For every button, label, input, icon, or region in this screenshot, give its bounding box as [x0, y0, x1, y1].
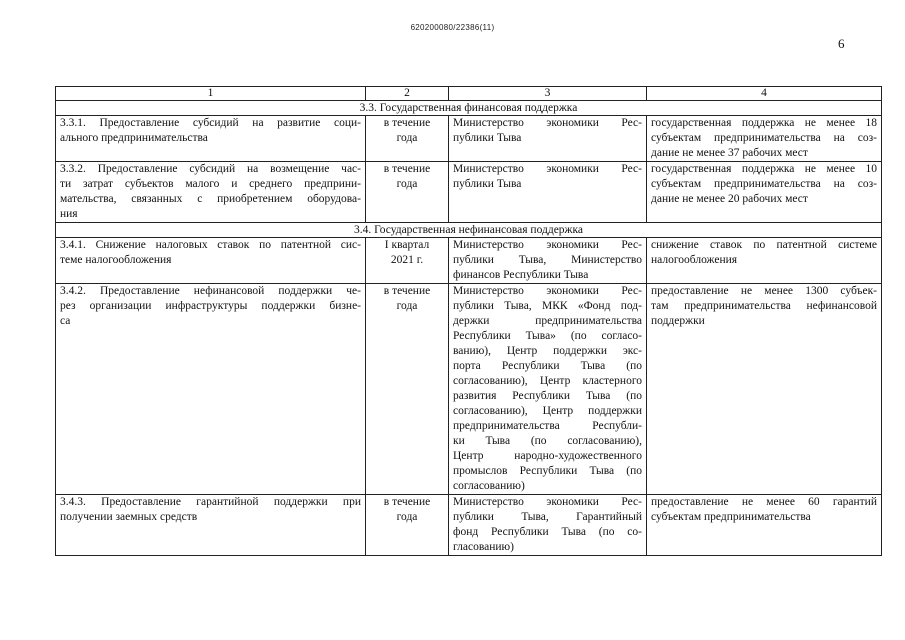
- cell-line: в течение: [383, 163, 431, 175]
- cell-line: года: [396, 132, 418, 144]
- column-header-2: 2: [366, 87, 449, 101]
- cell-line: Министерство экономики Рес-: [453, 117, 642, 129]
- cell-line: ти затрат субъектов малого и среднего предприни-: [60, 178, 361, 190]
- cell-line: Министерство экономики Рес-: [453, 239, 642, 251]
- cell-line: поддержки: [651, 315, 705, 327]
- page-number: 6: [838, 36, 845, 51]
- cell-line: 2021 г.: [390, 254, 424, 266]
- cell-line: ального предпринимательства: [60, 132, 208, 144]
- cell-line: рез организации инфраструктуры поддержки бизне-: [60, 300, 361, 312]
- cell-line: 3.4.2. Предоставление нефинансовой поддержки че-: [60, 285, 361, 297]
- measures-table: [55, 86, 882, 556]
- cell-line: публики Тыва, Министерство: [453, 254, 642, 266]
- cell-line: субъектам предпринимательства на соз-: [651, 178, 877, 190]
- cell-line: фонд Республики Тыва (по со-: [453, 526, 642, 538]
- cell-line: мательства, связанных с приобретением оборудова-: [60, 193, 361, 205]
- cell-line: 3.4.1. Снижение налоговых ставок по патентной сис-: [60, 239, 361, 251]
- cell-result: [647, 284, 882, 495]
- column-header-4: 4: [647, 87, 882, 101]
- cell-deadline: [366, 116, 449, 162]
- cell-measure: [56, 284, 366, 495]
- cell-line: в течение: [383, 117, 431, 129]
- cell-line: Центр народно-художественного: [453, 450, 642, 462]
- cell-line: держки предпринимательства: [453, 315, 642, 327]
- cell-responsible: [449, 495, 647, 556]
- section-row: [56, 101, 882, 116]
- column-header-1: 1: [56, 87, 366, 101]
- cell-line: I квартал: [384, 239, 430, 251]
- cell-measure: [56, 495, 366, 556]
- cell-line: дание не менее 37 рабочих мест: [651, 147, 808, 159]
- cell-result: [647, 238, 882, 284]
- cell-deadline: [366, 162, 449, 223]
- cell-responsible: [449, 238, 647, 284]
- section-title: 3.3. Государственная финансовая поддержка: [56, 101, 882, 116]
- cell-deadline: [366, 284, 449, 495]
- cell-line: Министерство экономики Рес-: [453, 163, 642, 175]
- cell-line: предоставление не менее 60 гарантий: [651, 496, 877, 508]
- cell-line: налогообложения: [651, 254, 738, 266]
- cell-line: согласованию): [453, 480, 525, 492]
- cell-line: ки Тыва (по согласованию),: [453, 435, 642, 447]
- cell-line: промыслов Республики Тыва (по: [453, 465, 642, 477]
- cell-line: теме налогообложения: [60, 254, 172, 266]
- table-row: [56, 238, 882, 284]
- section-title: 3.4. Государственная нефинансовая поддержка: [56, 223, 882, 238]
- cell-measure: [56, 162, 366, 223]
- document-id: 620200080/22386(11): [410, 23, 495, 32]
- cell-line: получении заемных средств: [60, 511, 198, 523]
- cell-line: са: [60, 315, 71, 327]
- cell-line: публики Тыва: [453, 132, 522, 144]
- cell-result: [647, 495, 882, 556]
- cell-line: 3.3.2. Предоставление субсидий на возмещение час-: [60, 163, 361, 175]
- cell-line: развития Республики Тыва (по: [453, 390, 642, 402]
- cell-responsible: [449, 162, 647, 223]
- cell-line: Министерство экономики Рес-: [453, 496, 642, 508]
- cell-line: государственная поддержка не менее 18: [651, 117, 877, 129]
- cell-deadline: [366, 238, 449, 284]
- cell-line: публики Тыва, Гарантийный: [453, 511, 642, 523]
- cell-line: Республики Тыва» (по согласо-: [453, 330, 642, 342]
- cell-line: в течение: [383, 285, 431, 297]
- table-row: [56, 116, 882, 162]
- cell-deadline: [366, 495, 449, 556]
- cell-result: [647, 116, 882, 162]
- table-row: [56, 284, 882, 495]
- cell-line: ванию), Центр поддержки экс-: [453, 345, 642, 357]
- cell-measure: [56, 238, 366, 284]
- cell-line: порта Республики Тыва (по: [453, 360, 642, 372]
- cell-line: года: [396, 178, 418, 190]
- cell-line: предоставление не менее 1300 субъек-: [651, 285, 877, 297]
- cell-line: года: [396, 300, 418, 312]
- cell-line: публики Тыва: [453, 178, 522, 190]
- cell-line: дание не менее 20 рабочих мест: [651, 193, 808, 205]
- cell-result: [647, 162, 882, 223]
- cell-line: гласованию): [453, 541, 514, 553]
- cell-line: ния: [60, 208, 78, 220]
- cell-line: в течение: [383, 496, 431, 508]
- cell-responsible: [449, 116, 647, 162]
- column-header-3: 3: [449, 87, 647, 101]
- cell-line: субъектам предпринимательства: [651, 511, 811, 523]
- section-row: [56, 223, 882, 238]
- table-row: [56, 495, 882, 556]
- cell-line: снижение ставок по патентной системе: [651, 239, 877, 251]
- cell-line: Министерство экономики Рес-: [453, 285, 642, 297]
- cell-line: предпринимательства Республи-: [453, 420, 642, 432]
- table-row: [56, 162, 882, 223]
- cell-line: публики Тыва, МКК «Фонд под-: [453, 300, 642, 312]
- cell-line: 3.4.3. Предоставление гарантийной поддержки при: [60, 496, 361, 508]
- cell-line: там предпринимательства нефинансовой: [651, 300, 877, 312]
- cell-measure: [56, 116, 366, 162]
- column-header-row: [56, 87, 882, 101]
- cell-line: субъектам предпринимательства на соз-: [651, 132, 877, 144]
- cell-line: финансов Республики Тыва: [453, 269, 589, 281]
- cell-line: согласованию), Центр кластерного: [453, 375, 642, 387]
- cell-line: года: [396, 511, 418, 523]
- cell-responsible: [449, 284, 647, 495]
- cell-line: 3.3.1. Предоставление субсидий на развитие соци-: [60, 117, 361, 129]
- cell-line: государственная поддержка не менее 10: [651, 163, 877, 175]
- cell-line: согласованию), Центр поддержки: [453, 405, 642, 417]
- table-body: [56, 87, 882, 556]
